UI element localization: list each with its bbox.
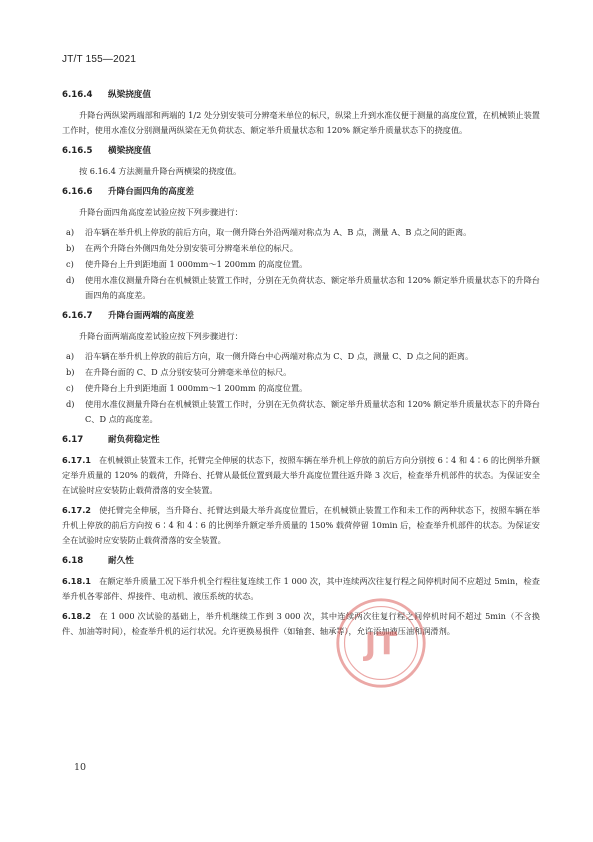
paragraph-text: 按 6.16.4 方法测量升降台两横梁的挠度值。 xyxy=(79,166,242,176)
list-item-text: 沿车辆在举升机上停放的前后方向，取一侧升降台中心两端对称点为 C、D 点，测量 C、D 点之间的距离。 xyxy=(85,351,474,361)
paragraph xyxy=(62,453,540,498)
list-item-text: 在升降台面的 C、D 点分别安装可分辨毫米单位的标尺。 xyxy=(85,367,292,377)
list-item xyxy=(62,257,540,272)
paragraph-text: 在额定举升质量工况下举升机全行程往复连续工作 1 000 次，其中连续两次往复行程之间停机时间不应超过 5min，检查举升机各零部件、焊接件、电动机、液压系统的状态。 xyxy=(62,576,540,601)
list-item-text: 使升降台上升到距地面 1 000mm～1 200mm 的高度位置。 xyxy=(85,259,308,269)
clause-number: 6.17.1 xyxy=(62,455,92,465)
section-number: 6.16.5 xyxy=(62,146,93,156)
list-item xyxy=(62,241,540,256)
list-item-label: b) xyxy=(66,367,75,377)
list-item xyxy=(62,381,540,396)
list-item-label: a) xyxy=(66,351,75,361)
list-item xyxy=(62,365,540,380)
step-list xyxy=(62,349,540,427)
list-item-label: c) xyxy=(66,259,74,269)
list-item xyxy=(62,273,540,303)
list-item-label: c) xyxy=(66,383,74,393)
clause-number: 6.18.1 xyxy=(62,576,92,586)
section-number: 6.16.4 xyxy=(62,90,93,100)
list-item-label: d) xyxy=(66,275,75,285)
section-title: 纵梁挠度值 xyxy=(108,90,151,100)
paragraph-text: 在机械锁止装置未工作，托臂完全伸展的状态下，按照车辆在举升机上停放的前后方向分别按 6∶4 和 4∶6 的比例举升额定举升质量的 120% 的载荷，升降台、托臂从最低位置到最大举升高度位置往返升降 3 次后，检查举升机部件的状态。为保证安全在试验时应安装防止载荷滑落的安全装置。 xyxy=(62,455,540,495)
paragraph-text: 升降台面两端高度差试验应按下列步骤进行： xyxy=(79,331,243,341)
standard-code-header: JT/T 155—2021 xyxy=(62,54,137,65)
section-heading xyxy=(62,144,540,158)
section-title: 升降台面四角的高度差 xyxy=(108,187,194,197)
paragraph-text: 升降台面四角高度差试验应按下列步骤进行： xyxy=(79,207,243,217)
paragraph-text: 升降台两纵梁两端部和两端的 1/2 处分别安装可分辨毫米单位的标尺，纵梁上升到水准仪便于测量的高度位置，在机械锁止装置工作时，使用水准仪分别测量两纵梁在无负荷状态、额定举升质量状态和 120% 额定举升质量状态下的挠度值。 xyxy=(62,110,540,135)
list-item-label: a) xyxy=(66,227,75,237)
list-item-text: 使用水准仪测量升降台在机械锁止装置工作时，分别在无负荷状态、额定举升质量状态和 120% 额定举升质量状态下的升降台面四角的高度差。 xyxy=(85,275,540,300)
section-heading xyxy=(62,88,540,102)
paragraph xyxy=(62,609,540,639)
section-6-16-4 xyxy=(62,88,540,138)
list-item-text: 沿车辆在举升机上停放的前后方向，取一侧升降台外沿两端对称点为 A、B 点，测量 A、B 点之间的距离。 xyxy=(85,227,472,237)
list-item-label: d) xyxy=(66,399,75,409)
section-number: 6.18 xyxy=(62,556,84,566)
section-heading xyxy=(62,185,540,199)
section-6-16-5 xyxy=(62,144,540,179)
paragraph xyxy=(62,108,540,138)
paragraph xyxy=(62,205,540,220)
document-body xyxy=(62,88,540,645)
section-title: 耐负荷稳定性 xyxy=(108,435,160,445)
paragraph xyxy=(62,329,540,344)
paragraph-text: 使托臂完全伸展，当升降台、托臂达到最大举升高度位置后，在机械锁止装置工作和未工作的两种状态下，按照车辆在举升机上停放的前后方向按 6∶4 和 4∶6 的比例举升额定举升质量的 150% 载荷停留 10min 后，检查举升机部件的状态。为保证安全在试验时应安装防止载荷滑落的安全装置。 xyxy=(62,505,540,545)
section-title: 横梁挠度值 xyxy=(108,146,151,156)
section-number: 6.16.7 xyxy=(62,311,93,321)
list-item xyxy=(62,397,540,427)
list-item-text: 在两个升降台外侧四角处分别安装可分辨毫米单位的标尺。 xyxy=(85,243,298,253)
section-number: 6.17 xyxy=(62,435,84,445)
list-item xyxy=(62,349,540,364)
section-6-17 xyxy=(62,433,540,548)
clause-number: 6.17.2 xyxy=(62,505,92,515)
list-item-label: b) xyxy=(66,243,75,253)
paragraph xyxy=(62,503,540,548)
svg-text:JT: JT xyxy=(364,626,398,663)
section-6-18 xyxy=(62,554,540,639)
section-6-16-6 xyxy=(62,185,540,303)
section-heading xyxy=(62,309,540,323)
clause-number: 6.18.2 xyxy=(62,611,92,621)
section-heading xyxy=(62,433,540,447)
paragraph xyxy=(62,574,540,604)
section-6-16-7 xyxy=(62,309,540,427)
paragraph-text: 在 1 000 次试验的基础上，举升机继续工作到 3 000 次，其中连续两次往复行程之间停机时间不超过 5min（不含换件、加油等时间），检查举升机的运行状况。允许更换易损件（如轴套、轴承等），允许添加液压油和润滑剂。 xyxy=(62,611,540,636)
section-heading xyxy=(62,554,540,568)
section-title: 耐久性 xyxy=(108,556,134,566)
jt-seal-watermark xyxy=(333,595,429,691)
list-item-text: 使用水准仪测量升降台在机械锁止装置工作时，分别在无负荷状态、额定举升质量状态和 120% 额定举升质量状态下的升降台 C、D 点的高度差。 xyxy=(85,399,540,424)
list-item xyxy=(62,225,540,240)
list-item-text: 使升降台上升到距地面 1 000mm～1 200mm 的高度位置。 xyxy=(85,383,308,393)
section-title: 升降台面两端的高度差 xyxy=(108,311,194,321)
paragraph xyxy=(62,164,540,179)
section-number: 6.16.6 xyxy=(62,187,93,197)
step-list xyxy=(62,225,540,303)
page-number: 10 xyxy=(74,762,87,773)
